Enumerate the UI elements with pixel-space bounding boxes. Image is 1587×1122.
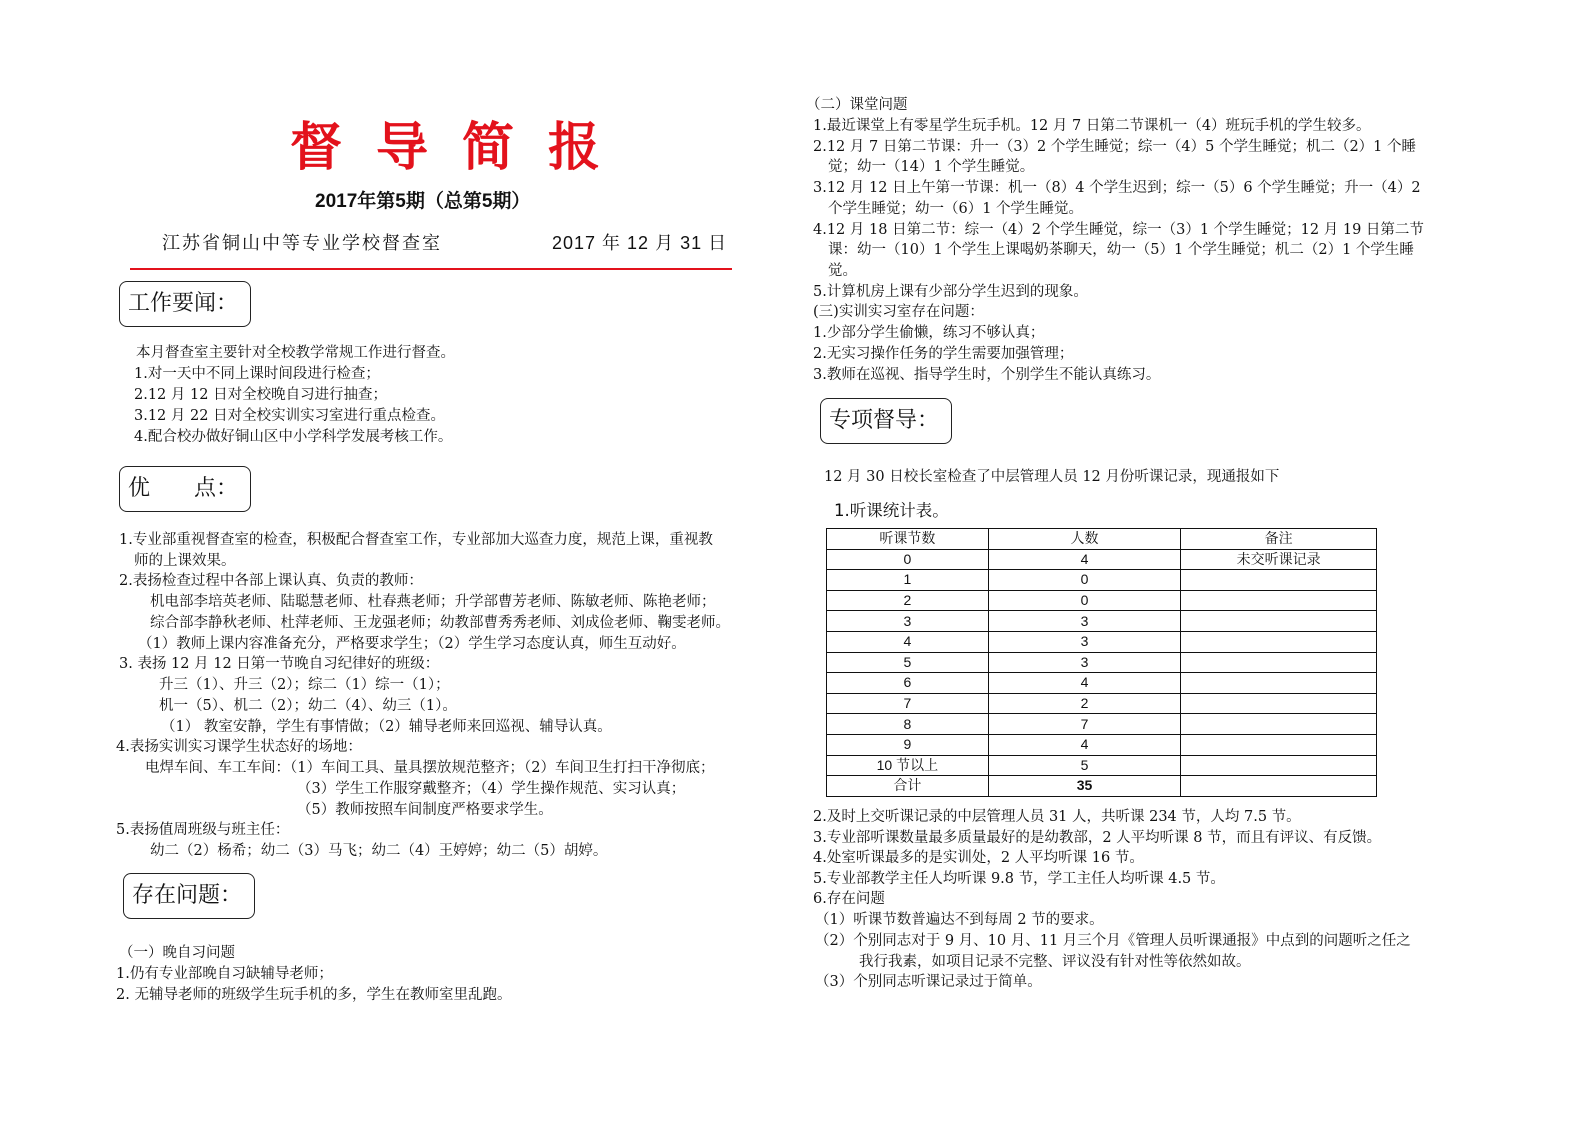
merits-line: （1） 教室安静，学生有事情做；（2）辅导老师来回巡视、辅导认真。 xyxy=(161,719,612,735)
problems-line: 2. 无辅导老师的班级学生玩手机的多，学生在教师室里乱跑。 xyxy=(116,987,512,1003)
table-cell: 3 xyxy=(988,652,1181,673)
special-note-line: （2）个别同志对于 9 月、10 月、11 月三个月《管理人员听课通报》中点到的问题听之任之 xyxy=(815,933,1411,949)
issue-number: 2017年第5期（总第5期） xyxy=(315,191,531,212)
merits-line: 机电部李培英老师、陆聪慧老师、杜春燕老师；升学部曹芳老师、陈敏老师、陈艳老师； xyxy=(150,594,716,610)
table-cell: 未交听课记录 xyxy=(1181,549,1377,570)
table-cell: 3 xyxy=(827,611,989,632)
table-row xyxy=(827,611,1377,632)
bulletin-title: 督导简报 xyxy=(290,117,635,178)
table-cell xyxy=(1181,611,1377,632)
special-intro: 12 月 30 日校长室检查了中层管理人员 12 月份听课记录，现通报如下 xyxy=(824,469,1280,485)
problems-line: 1.仍有专业部晚自习缺辅导老师； xyxy=(116,966,333,982)
table-row xyxy=(827,570,1377,591)
work-news-line: 3.12 月 22 日对全校实训实习室进行重点检查。 xyxy=(134,408,446,424)
special-note-line: 我行我素，如项目记录不完整、评议没有针对性等依然如故。 xyxy=(859,954,1251,970)
table-row xyxy=(827,693,1377,714)
special-note-line: （3）个别同志听课记录过于简单。 xyxy=(815,974,1042,990)
table-cell xyxy=(1181,631,1377,652)
merits-line: 综合部李静秋老师、杜萍老师、王龙强老师；幼教部曹秀秀老师、刘成俭老师、鞠雯老师。 xyxy=(150,615,730,631)
merits-line: 1.专业部重视督查室的检查，积极配合督查室工作，专业部加大巡查力度，规范上课，重视教 xyxy=(119,532,713,548)
table-header-cell: 备注 xyxy=(1181,529,1377,550)
classroom-line: 觉。 xyxy=(828,263,857,279)
lecture-stats-table xyxy=(826,528,1377,797)
table-row xyxy=(827,549,1377,570)
table-cell xyxy=(1181,673,1377,694)
heading-problems: 存在问题： xyxy=(123,873,255,919)
table-cell xyxy=(1181,714,1377,735)
special-note-line: 4.处室听课最多的是实训处，2 人平均听课 16 节。 xyxy=(813,850,1144,866)
header-divider xyxy=(130,268,732,270)
special-note-line: （1）听课节数普遍达不到每周 2 节的要求。 xyxy=(815,912,1104,928)
table-cell: 4 xyxy=(827,631,989,652)
classroom-line: 4.12 月 18 日第二节：综一（4）2 个学生睡觉，综一（3）1 个学生睡觉；12 月 19 日第二节 xyxy=(813,222,1424,238)
table-cell xyxy=(1181,652,1377,673)
classroom-line: 3.12 月 12 日上午第一节课：机一（8）4 个学生迟到；综一（5）6 个学生睡觉；升一（4）2 xyxy=(813,180,1421,196)
table-cell xyxy=(1181,734,1377,755)
classroom-line: 个学生睡觉；幼一（6）1 个学生睡觉。 xyxy=(828,201,1084,217)
merits-line: 幼二（2）杨希；幼二（3）马飞；幼二（4）王婷婷；幼二（5）胡婷。 xyxy=(150,843,608,859)
classroom-line: 3.教师在巡视、指导学生时，个别学生不能认真练习。 xyxy=(813,367,1161,383)
table-row xyxy=(827,673,1377,694)
table-cell: 合计 xyxy=(827,776,989,797)
table-cell xyxy=(1181,755,1377,776)
merits-line: 4.表扬实训实习课学生状态好的场地： xyxy=(116,739,362,755)
table-cell xyxy=(1181,590,1377,611)
work-news-line: 2.12 月 12 日对全校晚自习进行抽查； xyxy=(134,387,388,403)
classroom-line: 1.少部分学生偷懒，练习不够认真； xyxy=(813,325,1045,341)
left-column xyxy=(0,0,790,1122)
merits-line: 机一（5）、机二（2）；幼二（4）、幼三（1）。 xyxy=(159,698,457,714)
work-news-line: 本月督查室主要针对全校教学常规工作进行督查。 xyxy=(136,345,455,361)
work-news-line: 4.配合校办做好铜山区中小学科学发展考核工作。 xyxy=(134,429,453,445)
table-row xyxy=(827,734,1377,755)
table-cell: 0 xyxy=(988,570,1181,591)
table-total-row xyxy=(827,776,1377,797)
table-cell xyxy=(1181,570,1377,591)
table-cell: 0 xyxy=(827,549,989,570)
issue-date: 2017 年 12 月 31 日 xyxy=(552,233,728,253)
table-cell: 35 xyxy=(988,776,1181,797)
classroom-line: 课：幼一（10）1 个学生上课喝奶茶聊天，幼一（5）1 个学生睡觉；机二（2）1 个学生睡 xyxy=(828,242,1414,258)
table-cell: 9 xyxy=(827,734,989,755)
table-cell: 5 xyxy=(827,652,989,673)
table-cell: 4 xyxy=(988,673,1181,694)
table-cell: 2 xyxy=(827,590,989,611)
table-cell: 0 xyxy=(988,590,1181,611)
table-row xyxy=(827,755,1377,776)
heading-merits: 优 点： xyxy=(119,466,251,512)
special-note-line: 2.及时上交听课记录的中层管理人员 31 人，共听课 234 节，人均 7.5 节。 xyxy=(813,809,1301,825)
table-cell: 7 xyxy=(988,714,1181,735)
merits-line: 2.表扬检查过程中各部上课认真、负责的教师： xyxy=(119,573,423,589)
table-cell: 6 xyxy=(827,673,989,694)
table-cell: 2 xyxy=(988,693,1181,714)
table-cell: 5 xyxy=(988,755,1181,776)
table-row xyxy=(827,631,1377,652)
problems-line: （一）晚自习问题 xyxy=(119,945,235,961)
table-cell: 4 xyxy=(988,734,1181,755)
table-cell: 10 节以上 xyxy=(827,755,989,776)
table-title: 1.听课统计表。 xyxy=(834,501,949,520)
table-cell xyxy=(1181,693,1377,714)
classroom-line: 5.计算机房上课有少部分学生迟到的现象。 xyxy=(813,284,1088,300)
office-name: 江苏省铜山中等专业学校督查室 xyxy=(162,233,442,254)
special-note-line: 3.专业部听课数量最多质量最好的是幼教部，2 人平均听课 8 节，而且有评议、有反馈。 xyxy=(813,830,1382,846)
table-cell xyxy=(1181,776,1377,797)
classroom-line: 2.无实习操作任务的学生需要加强管理； xyxy=(813,346,1074,362)
table-cell: 3 xyxy=(988,631,1181,652)
classroom-line: 1.最近课堂上有零星学生玩手机。12 月 7 日第二节课机一（4）班玩手机的学生较多。 xyxy=(813,118,1371,134)
table-header-row xyxy=(827,529,1377,550)
table-cell: 3 xyxy=(988,611,1181,632)
work-news-line: 1.对一天中不同上课时间段进行检查； xyxy=(134,366,380,382)
right-column xyxy=(790,0,1587,1122)
merits-line: 5.表扬值周班级与班主任： xyxy=(116,822,290,838)
table-row xyxy=(827,590,1377,611)
table-header-cell: 人数 xyxy=(988,529,1181,550)
classroom-line: 觉；幼一（14）1 个学生睡觉。 xyxy=(828,159,1035,175)
table-cell: 8 xyxy=(827,714,989,735)
merits-line: 升三（1）、升三（2）；综二（1）综一（1）； xyxy=(159,677,450,693)
merits-line: 师的上课效果。 xyxy=(134,553,236,569)
merits-line: （1）教师上课内容准备充分，严格要求学生；（2）学生学习态度认真，师生互动好。 xyxy=(138,636,686,652)
merits-line: 3. 表扬 12 月 12 日第一节晚自习纪律好的班级： xyxy=(119,656,440,672)
table-header-cell: 听课节数 xyxy=(827,529,989,550)
classroom-line: 2.12 月 7 日第二节课：升一（3）2 个学生睡觉；综一（4）5 个学生睡觉；机二（2）1 个睡 xyxy=(813,139,1417,155)
table-row xyxy=(827,714,1377,735)
table-cell: 1 xyxy=(827,570,989,591)
classroom-line: (三)实训实习室存在问题： xyxy=(813,304,984,320)
heading-work-news: 工作要闻： xyxy=(119,281,251,327)
special-note-line: 6.存在问题 xyxy=(813,891,885,907)
table-cell: 4 xyxy=(988,549,1181,570)
classroom-line: （二）课堂问题 xyxy=(806,97,908,113)
heading-special-supervision: 专项督导： xyxy=(820,398,952,444)
special-note-line: 5.专业部教学主任人均听课 9.8 节，学工主任人均听课 4.5 节。 xyxy=(813,871,1225,887)
merits-line: （3）学生工作服穿戴整齐；（4）学生操作规范、实习认真； xyxy=(297,781,686,797)
merits-line: 电焊车间、车工车间：（1）车间工具、量具摆放规范整齐；（2）车间卫生打扫干净彻底； xyxy=(145,760,715,776)
table-row xyxy=(827,652,1377,673)
merits-line: （5）教师按照车间制度严格要求学生。 xyxy=(297,802,553,818)
table-cell: 7 xyxy=(827,693,989,714)
